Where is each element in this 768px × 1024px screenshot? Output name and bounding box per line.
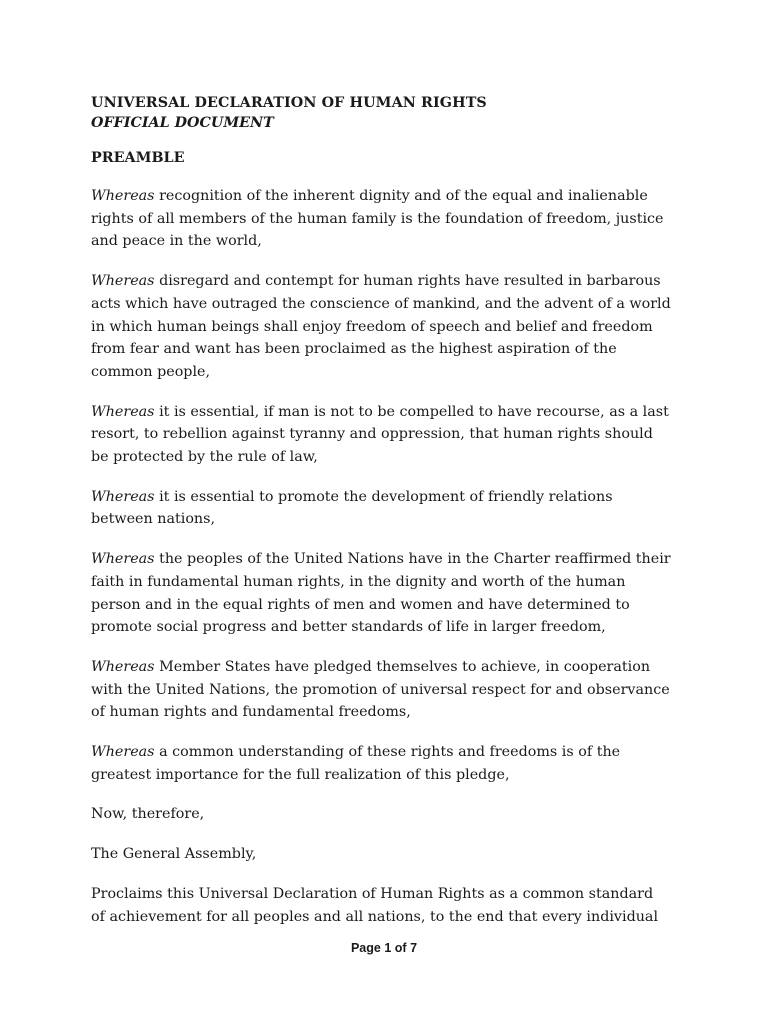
paragraph-text: with the United Nations, the promotion of universal respect for and observance (91, 681, 670, 698)
paragraph-line (91, 423, 691, 446)
current-page-number: 1 (384, 941, 392, 955)
paragraph-line (91, 486, 691, 509)
paragraph (91, 883, 691, 928)
paragraph-text: a common understanding of these rights and freedoms is of the (154, 744, 621, 761)
paragraph (91, 656, 691, 724)
paragraph-text: Proclaims this Universal Declaration of Human Rights as a common standard (91, 885, 654, 902)
document-title: UNIVERSAL DECLARATION OF HUMAN RIGHTS (91, 95, 487, 111)
paragraph-line (91, 803, 691, 826)
paragraph-line (91, 656, 691, 679)
paragraph-text: Member States have pledged themselves to achieve, in cooperation (154, 658, 651, 675)
page-label: Page (350, 941, 381, 955)
paragraph-line (91, 230, 691, 253)
paragraph-text: common people, (91, 363, 211, 380)
paragraph-text: disregard and contempt for human rights have resulted in barbarous (154, 273, 661, 290)
paragraph-text: resort, to rebellion against tyranny and oppression, that human rights should (91, 426, 653, 443)
paragraph-line (91, 679, 691, 702)
paragraph-text: in which human beings shall enjoy freedom of speech and belief and freedom (91, 318, 653, 335)
paragraph-line (91, 701, 691, 724)
paragraph (91, 548, 691, 639)
paragraph-text: The General Assembly, (91, 846, 257, 863)
paragraph-text: promote social progress and better standards of life in larger freedom, (91, 619, 606, 636)
paragraph (91, 843, 691, 866)
paragraph-text: the peoples of the United Nations have in the Charter reaffirmed their (154, 551, 671, 568)
paragraph-line (91, 361, 691, 384)
paragraph-text: person and in the equal rights of men and women and have determined to (91, 596, 630, 613)
whereas-lead: Whereas (91, 551, 155, 568)
paragraph-text: recognition of the inherent dignity and of the equal and inalienable (154, 188, 648, 204)
paragraph (91, 185, 691, 253)
paragraph-text: acts which have outraged the conscience of mankind, and the advent of a world (91, 295, 671, 312)
document-body (91, 93, 691, 928)
paragraph-line (91, 883, 691, 906)
paragraph-text: Now, therefore, (91, 806, 205, 823)
whereas-lead: Whereas (91, 744, 155, 761)
paragraph-line (91, 446, 691, 469)
paragraph (91, 741, 691, 786)
paragraph-text: from fear and want has been proclaimed as the highest aspiration of the (91, 341, 617, 358)
paragraph-line (91, 741, 691, 764)
whereas-lead: Whereas (91, 273, 155, 290)
paragraph-text: rights of all members of the human family is the foundation of freedom, justice (91, 210, 664, 227)
page-of-label: of (394, 941, 407, 955)
document-subtitle: OFFICIAL DOCUMENT (91, 115, 274, 131)
paragraph-text: faith in fundamental human rights, in the dignity and worth of the human (91, 573, 626, 590)
page-footer (0, 941, 768, 955)
paragraph-line (91, 508, 691, 531)
paragraph-line (91, 764, 691, 787)
paragraph-line (91, 338, 691, 361)
paragraph-text: of human rights and fundamental freedoms, (91, 704, 411, 721)
paragraph-line (91, 843, 691, 866)
paragraph (91, 803, 691, 826)
paragraph-text: be protected by the rule of law, (91, 449, 318, 466)
paragraph (91, 270, 691, 384)
paragraph-text: between nations, (91, 511, 216, 528)
paragraph-line (91, 906, 691, 929)
paragraph-line (91, 293, 691, 316)
paragraph-line (91, 616, 691, 639)
whereas-lead: Whereas (91, 488, 155, 505)
paragraph-line (91, 594, 691, 617)
paragraph-text: it is essential to promote the development of friendly relations (154, 488, 613, 505)
whereas-lead: Whereas (91, 188, 155, 204)
paragraph-text: it is essential, if man is not to be compelled to have recourse, as a last (154, 403, 669, 420)
paragraph-line (91, 208, 691, 231)
whereas-lead: Whereas (91, 658, 155, 675)
whereas-lead: Whereas (91, 403, 155, 420)
paragraph-list (91, 185, 691, 928)
paragraph-line (91, 548, 691, 571)
paragraph-text: and peace in the world, (91, 233, 262, 250)
paragraph-line (91, 571, 691, 594)
paragraph-line (91, 316, 691, 339)
paragraph (91, 486, 691, 531)
section-heading: PREAMBLE (91, 150, 185, 166)
total-pages-number: 7 (410, 941, 418, 955)
paragraph (91, 401, 691, 469)
paragraph-line (91, 401, 691, 424)
paragraph-text: of achievement for all peoples and all nations, to the end that every individual (91, 908, 659, 925)
paragraph-text: greatest importance for the full realization of this pledge, (91, 766, 510, 783)
paragraph-line (91, 270, 691, 293)
paragraph-line (91, 185, 691, 208)
